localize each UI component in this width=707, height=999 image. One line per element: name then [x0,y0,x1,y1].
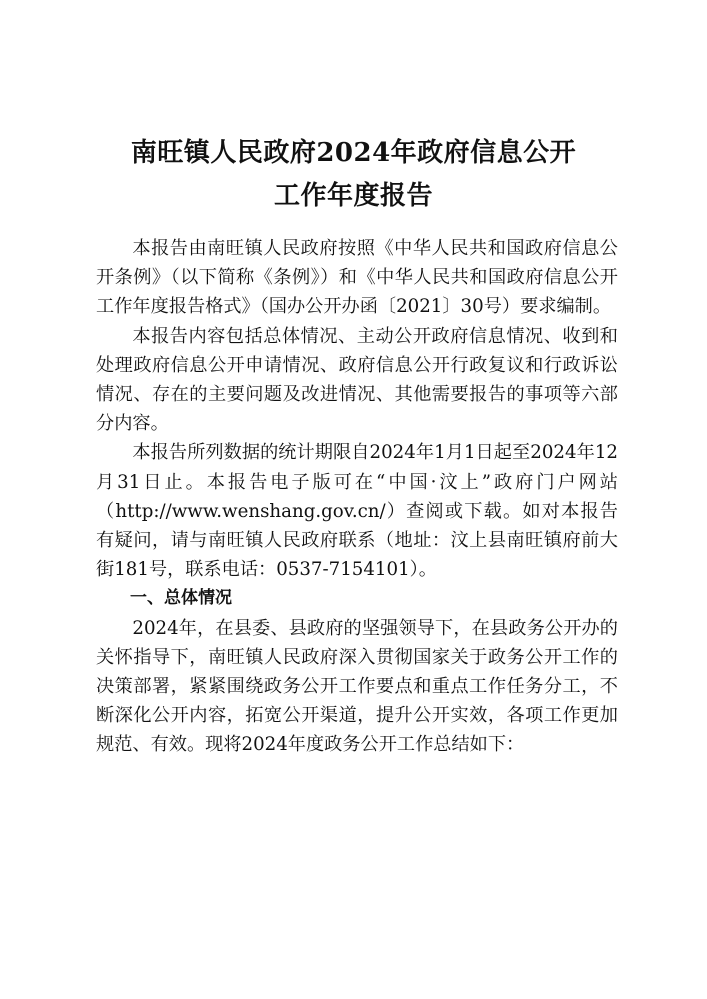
report-title-line-2: 工作年度报告 [273,181,433,211]
paragraph-period-contact: 本报告所列数据的统计期限自2024年1月1日起至2024年12月31日止。本报告电子版可在“中国·汶上”政府门户网站（http://www.wenshang.gov.cn/）查阅或下载。如对本报告有疑问，请与南旺镇人民政府联系（地址：汶上县南旺镇府前大街181号，联系电话：0537-7154101）。 [96,442,618,581]
report-title-line-1: 南旺镇人民政府2024年政府信息公开 [130,138,577,168]
paragraph-basis: 本报告由南旺镇人民政府按照《中华人民共和国政府信息公开条例》（以下简称《条例》）和《中华人民共和国政府信息公开工作年度报告格式》（国办公开办函〔2021〕30号）要求编制。 [96,238,618,318]
paragraph-contents: 本报告内容包括总体情况、主动公开政府信息情况、收到和处理政府信息公开申请情况、政府信息公开行政复议和行政诉讼情况、存在的主要问题及改进情况、其他需要报告的事项等六部分内容。 [96,325,618,435]
section-heading-overview: 一、总体情况 [130,588,232,609]
report-body [96,234,618,760]
paragraph-overview: 2024年，在县委、县政府的坚强领导下，在县政务公开办的关怀指导下，南旺镇人民政府深入贯彻国家关于政务公开工作的决策部署，紧紧围绕政务公开工作要点和重点工作任务分工，不断深化公开内容，拓宽公开渠道，提升公开实效，各项工作更加规范、有效。现将2024年度政务公开工作总结如下： [96,617,618,756]
